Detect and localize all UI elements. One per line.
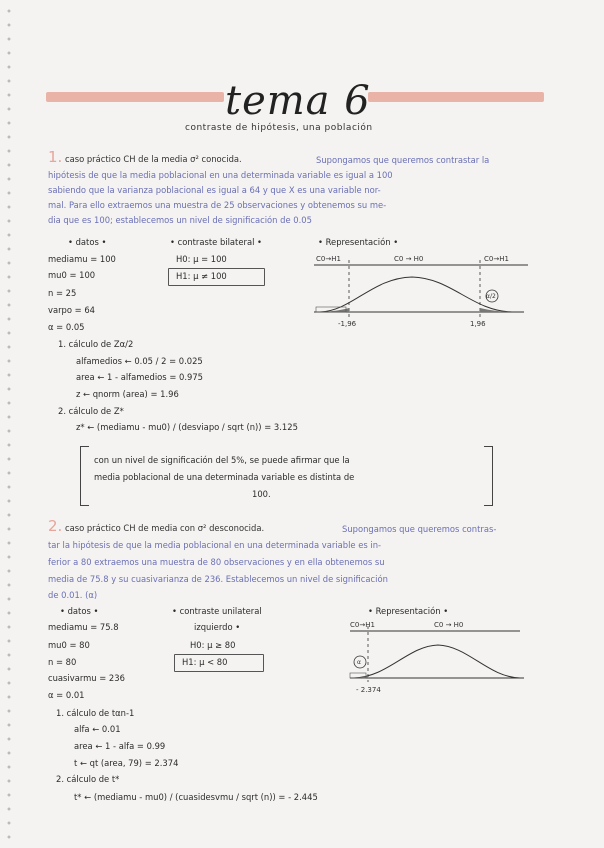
section2-statement-line-5: de 0.01. (α) — [48, 590, 98, 600]
section2-h1: H1: μ < 80 — [182, 657, 228, 667]
section1-step: 2. cálculo de Z* — [58, 406, 124, 416]
section2-data-line: n = 80 — [48, 657, 77, 667]
section1-data-line: mu0 = 100 — [48, 270, 96, 280]
section2-step: alfa ← 0.01 — [74, 724, 121, 734]
section2-heading — [48, 519, 264, 536]
section1-statement-line-2: hipótesis de que la media poblacional en una determinada variable es igual a 100 — [48, 170, 393, 180]
section1-h1: H1: μ ≠ 100 — [176, 271, 227, 281]
section2-h0: H0: μ ≥ 80 — [190, 640, 236, 650]
section2-data-line: mu0 = 80 — [48, 640, 90, 650]
section2-lead: caso práctico CH de media con σ² desconocida. — [64, 523, 265, 533]
repr-label-right: C0 → H0 — [434, 621, 464, 629]
section2-normal-curve-diagram — [348, 618, 528, 698]
section1-step: 1. cálculo de Zα/2 — [58, 339, 134, 349]
section2-number: 2. — [48, 517, 63, 535]
conclusion-line: media poblacional de una determinada variable es distinta de — [94, 472, 355, 482]
section2-data-line: mediamu = 75.8 — [48, 622, 119, 632]
repr-label-alpha: α/2 — [486, 293, 496, 300]
section2-data-line: cuasivarmu = 236 — [48, 673, 125, 683]
section1-heading — [48, 150, 242, 167]
section2-data-heading: • datos • — [60, 606, 99, 616]
section2-statement-line-3: ferior a 80 extraemos una muestra de 80 observaciones y en ella obtenemos su — [48, 557, 385, 567]
section2-step: t* ← (mediamu - mu0) / (cuasidesvmu / sqrt (n)) = - 2.445 — [74, 792, 318, 802]
section2-step: 2. cálculo de t* — [56, 774, 120, 784]
section1-data-line: α = 0.05 — [48, 322, 85, 332]
page-title: tema 6 — [225, 78, 371, 124]
section2-step: t ← qt (area, 79) = 2.374 — [74, 758, 179, 768]
section2-data-line: α = 0.01 — [48, 690, 85, 700]
section1-data-heading: • datos • — [68, 237, 107, 247]
title-highlight-left — [46, 92, 224, 102]
conclusion-line: con un nivel de significación del 5%, se puede afirmar que la — [94, 455, 350, 465]
page-subtitle: contraste de hipótesis, una población — [185, 123, 373, 133]
repr-label-negative-critical: - 2.374 — [356, 686, 381, 694]
conclusion-bracket-right — [484, 446, 493, 506]
section1-step: alfamedios ← 0.05 / 2 = 0.025 — [76, 356, 203, 366]
section1-representation-heading: • Representación • — [318, 237, 399, 247]
section1-h0: H0: μ = 100 — [176, 254, 227, 264]
section1-statement-line-4: mal. Para ello extraemos una muestra de 25 observaciones y obtenemos su me- — [48, 200, 387, 210]
section2-statement-line-2: tar la hipótesis de que la media poblacional en una determinada variable es in- — [48, 540, 382, 550]
section2-step: area ← 1 - alfa = 0.99 — [74, 741, 166, 751]
repr-label-negative-critical: -1,96 — [338, 320, 357, 328]
repr-label-positive-critical: 1,96 — [470, 320, 486, 328]
section1-step: area ← 1 - alfamedios = 0.975 — [76, 372, 203, 382]
repr-label-left: C0→H1 — [350, 621, 375, 629]
title-highlight-right — [368, 92, 544, 102]
section1-normal-curve-diagram — [312, 250, 532, 332]
section1-number: 1. — [48, 148, 63, 166]
section2-representation-heading: • Representación • — [368, 606, 449, 616]
conclusion-line: 100. — [252, 489, 271, 499]
section1-contrast-heading: • contraste bilateral • — [170, 237, 263, 247]
section1-lead: caso práctico CH de la media σ² conocida. — [64, 154, 242, 164]
normal-curve — [320, 277, 512, 312]
section1-statement-line-3: sabiendo que la varianza poblacional es igual a 64 y que X es una variable nor- — [48, 185, 381, 195]
repr-label-alpha: α — [357, 659, 361, 666]
section2-statement-line-1: Supongamos que queremos contras- — [342, 524, 497, 534]
section1-step: z ← qnorm (area) = 1.96 — [76, 389, 179, 399]
section1-data-line: varpo = 64 — [48, 305, 95, 315]
page-margin-dots — [0, 0, 12, 848]
repr-label-left: C0→H1 — [316, 255, 341, 263]
section1-step: z* ← (mediamu - mu0) / (desviapo / sqrt (n)) = 3.125 — [76, 422, 298, 432]
repr-label-right: C0→H1 — [484, 255, 509, 263]
section2-contrast-subheading: izquierdo • — [194, 622, 241, 632]
section2-contrast-heading: • contraste unilateral — [172, 606, 262, 616]
section1-statement-line-5: dia que es 100; establecemos un nivel de significación de 0.05 — [48, 215, 312, 225]
section1-data-line: mediamu = 100 — [48, 254, 116, 264]
section2-step: 1. cálculo de tαn-1 — [56, 708, 135, 718]
section2-statement-line-4: media de 75.8 y su cuasivarianza de 236. Establecemos un nivel de significación — [48, 574, 388, 584]
section1-data-line: n = 25 — [48, 288, 77, 298]
conclusion-bracket-left — [80, 446, 89, 506]
section1-statement-line-1: Supongamos que queremos contrastar la — [316, 155, 490, 165]
normal-curve — [354, 645, 520, 678]
repr-label-middle: C0 → H0 — [394, 255, 424, 263]
